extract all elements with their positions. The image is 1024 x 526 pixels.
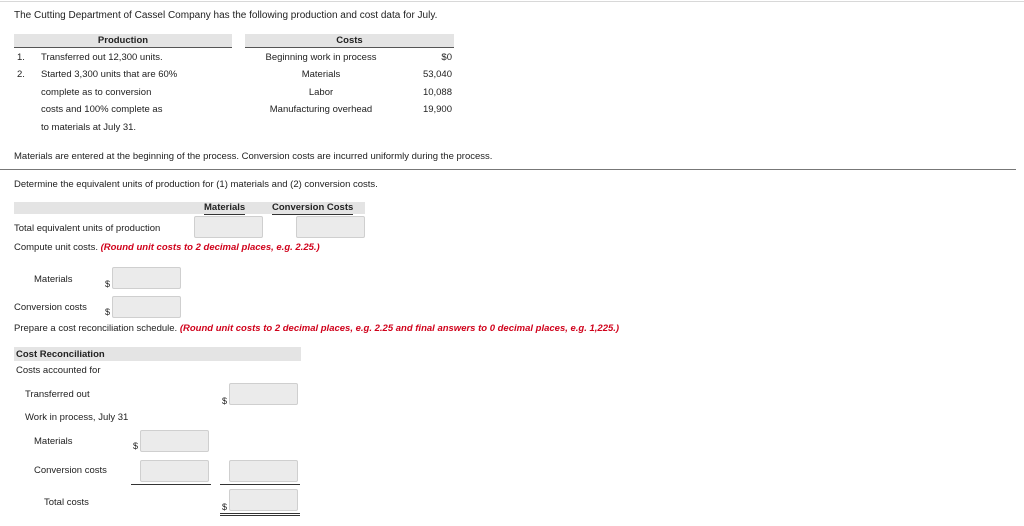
unit-cost-conversion-dollar: $	[105, 307, 111, 317]
production-item-num-2: 2.	[17, 69, 25, 80]
transferred-out-input[interactable]	[229, 383, 298, 405]
unit-cost-conversion-label: Conversion costs	[14, 302, 87, 313]
production-item-2-line-2: complete as to conversion	[41, 87, 152, 98]
total-costs-input[interactable]	[229, 489, 298, 511]
unit-costs-hint: (Round unit costs to 2 decimal places, e.g. 2.25.)	[100, 242, 320, 253]
production-item-1: Transferred out 12,300 units.	[41, 52, 163, 63]
wip-materials-dollar: $	[133, 441, 139, 451]
cost-value-overhead: 19,900	[422, 104, 452, 115]
unit-cost-materials-label: Materials	[34, 274, 73, 285]
unit-costs-prompt: Compute unit costs.	[14, 242, 98, 253]
reconciliation-title: Cost Reconciliation	[16, 349, 105, 360]
wip-label: Work in process, July 31	[25, 412, 129, 423]
process-note: Materials are entered at the beginning of the process. Conversion costs are incurred uniformly during the process.	[14, 151, 493, 162]
reconciliation-prompt: Prepare a cost reconciliation schedule.	[14, 323, 178, 334]
cost-label-bwip: Beginning work in process	[265, 52, 377, 63]
eq-units-conversion-input[interactable]	[296, 216, 365, 238]
section-divider	[0, 169, 1016, 170]
intro-text: The Cutting Department of Cassel Company has the following production and cost data for July.	[14, 10, 438, 21]
eq-units-materials-input[interactable]	[194, 216, 263, 238]
costs-header-rule	[245, 47, 454, 48]
transferred-out-dollar: $	[222, 396, 228, 406]
wip-conversion-rule	[131, 484, 211, 485]
wip-materials-input[interactable]	[140, 430, 209, 452]
total-costs-label: Total costs	[44, 497, 89, 508]
cost-label-overhead: Manufacturing overhead	[269, 104, 373, 115]
wip-total-input[interactable]	[229, 460, 298, 482]
production-header-rule	[14, 47, 232, 48]
production-item-2-line-1: Started 3,300 units that are 60%	[41, 69, 178, 80]
costs-header: Costs	[336, 35, 363, 46]
unit-cost-conversion-input[interactable]	[112, 296, 181, 318]
unit-cost-materials-dollar: $	[105, 279, 111, 289]
cost-value-labor: 10,088	[422, 87, 452, 98]
wip-conversion-label: Conversion costs	[34, 465, 107, 476]
reconciliation-hint: (Round unit costs to 2 decimal places, e.g. 2.25 and final answers to 0 decimal places, e.g. 1,225.)	[179, 323, 620, 334]
total-costs-dollar: $	[222, 502, 228, 512]
eq-units-row-label: Total equivalent units of production	[14, 223, 161, 234]
unit-cost-materials-input[interactable]	[112, 267, 181, 289]
eq-col-conversion: Conversion Costs	[272, 202, 354, 213]
cost-value-bwip: $0	[441, 52, 452, 63]
top-border	[0, 1, 1024, 2]
total-costs-rule-2	[220, 515, 300, 516]
wip-materials-label: Materials	[34, 436, 73, 447]
production-header: Production	[97, 35, 149, 46]
cost-value-materials: 53,040	[422, 69, 452, 80]
transferred-out-label: Transferred out	[25, 389, 90, 400]
total-costs-rule-1	[220, 513, 300, 514]
production-item-2-line-3: costs and 100% complete as	[41, 104, 163, 115]
costs-accounted-for-label: Costs accounted for	[16, 365, 101, 376]
wip-conversion-input[interactable]	[140, 460, 209, 482]
wip-total-rule	[220, 484, 300, 485]
cost-label-labor: Labor	[308, 87, 334, 98]
production-item-num-1: 1.	[17, 52, 25, 63]
production-item-2-line-4: to materials at July 31.	[41, 122, 137, 133]
cost-label-materials: Materials	[301, 69, 341, 80]
question-equivalent-units: Determine the equivalent units of production for (1) materials and (2) conversion costs.	[14, 179, 378, 190]
eq-col-materials: Materials	[204, 202, 246, 213]
